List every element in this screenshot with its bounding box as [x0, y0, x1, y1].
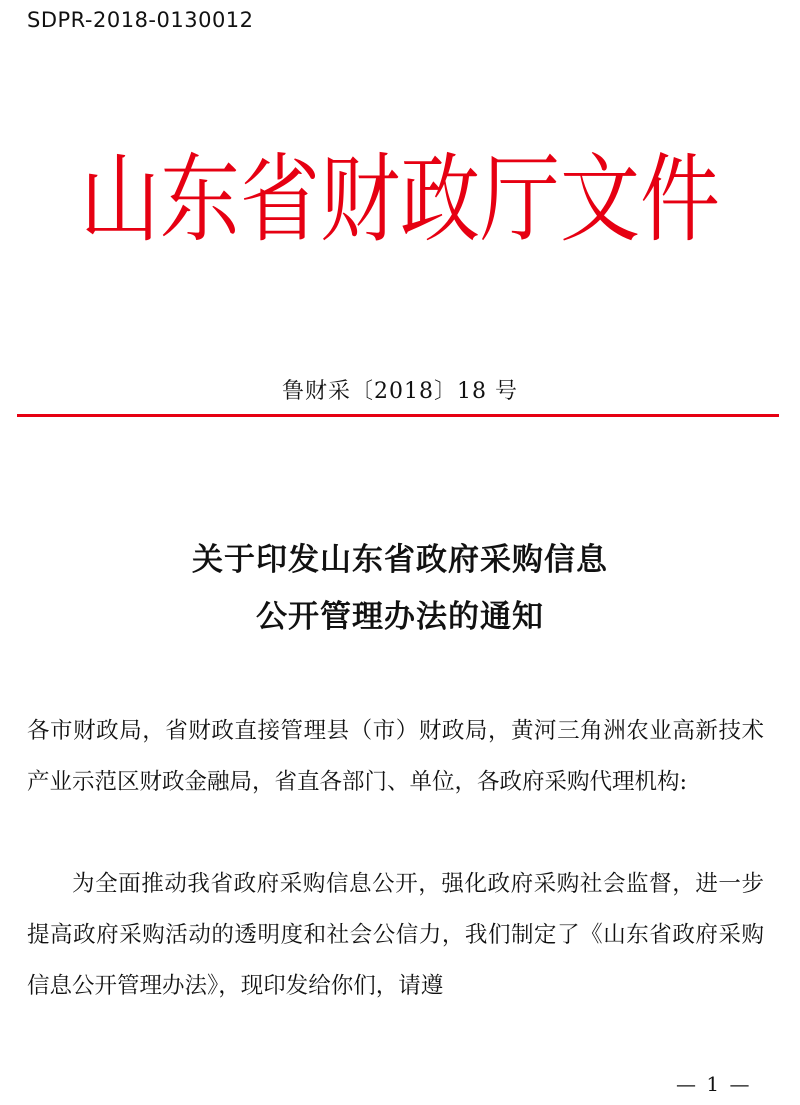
masthead-char: 厅 — [480, 143, 560, 256]
masthead-char: 政 — [400, 143, 480, 256]
masthead-char: 件 — [640, 143, 720, 256]
masthead-char: 财 — [320, 143, 400, 256]
masthead-char: 东 — [160, 143, 240, 256]
masthead-title — [80, 145, 720, 255]
page-number: — 1 — — [676, 1072, 752, 1096]
notice-title-line-2: 公开管理办法的通知 — [256, 599, 544, 635]
document-code: SDPR-2018-0130012 — [27, 8, 254, 32]
body-paragraph: 为全面推动我省政府采购信息公开，强化政府采购社会监督，进一步提高政府采购活动的透明度和社会公信力，我们制定了《山东省政府采购信息公开管理办法》，现印发给你们，请遵 — [27, 871, 764, 999]
masthead-char: 山 — [80, 143, 160, 256]
notice-title-line-1: 关于印发山东省政府采购信息 — [192, 542, 608, 578]
masthead-char: 文 — [560, 143, 640, 256]
masthead-char: 省 — [240, 143, 320, 256]
salutation-paragraph: 各市财政局，省财政直接管理县（市）财政局，黄河三角洲农业高新技术产业示范区财政金融局，省直各部门、单位，各政府采购代理机构: — [27, 718, 764, 795]
red-divider — [17, 414, 779, 417]
document-number: 鲁财采〔2018〕18 号 — [282, 379, 518, 404]
